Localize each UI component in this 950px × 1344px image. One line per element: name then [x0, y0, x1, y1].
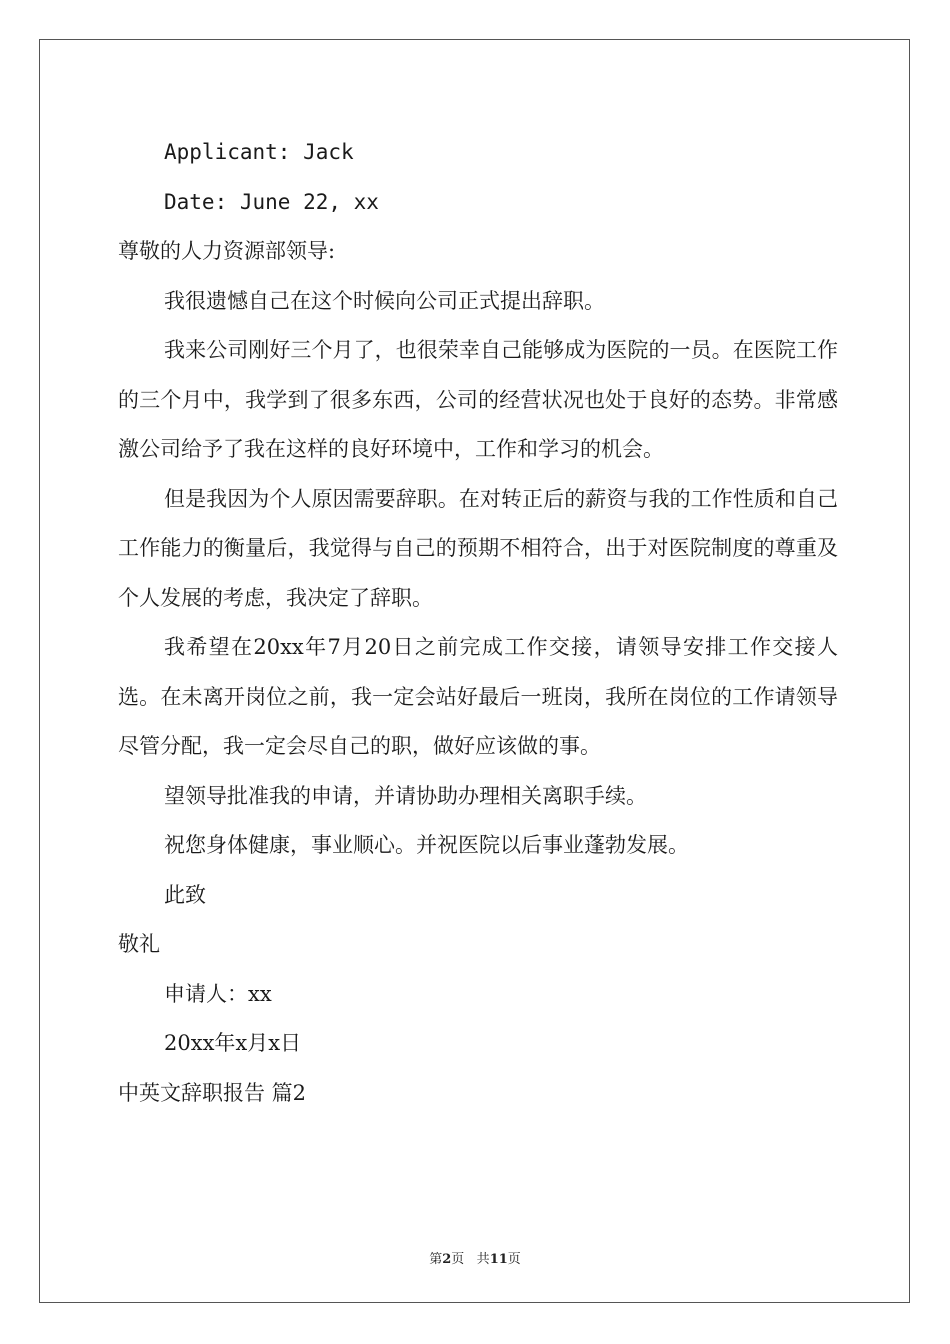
closing-line-1: 此致: [164, 882, 206, 907]
paragraph-2: 我来公司刚好三个月了，也很荣幸自己能够成为医院的一员。在医院工作的三个月中，我学到了很多东西，公司的经营状况也处于良好的态势。非常感激公司给予了我在这样的良好环境中，工作和学习的机会。: [118, 338, 838, 461]
footer-page-word: 页: [451, 1252, 465, 1267]
footer-prefix: 第: [429, 1252, 443, 1267]
paragraph-4: 我希望在20xx年7月20日之前完成工作交接，请领导安排工作交接人选。在未离开岗位之前，我一定会站好最后一班岗，我所在岗位的工作请领导尽管分配，我一定会尽自己的职，做好应该做的事。: [118, 635, 838, 758]
page-footer: [0, 1248, 950, 1267]
section-heading: 中英文辞职报告 篇2: [118, 1080, 307, 1105]
paragraph-6: 祝您身体健康，事业顺心。并祝医院以后事业蓬勃发展。: [164, 833, 689, 857]
salutation: 尊敬的人力资源部领导:: [118, 239, 336, 263]
closing-line-2: 敬礼: [118, 932, 160, 956]
footer-total-word: 页: [507, 1252, 521, 1267]
document-body: [118, 128, 838, 1118]
date-line: Date: June 22, xx: [164, 189, 379, 214]
footer-total-prefix: 共: [476, 1252, 490, 1267]
applicant-line: Applicant: Jack: [164, 140, 354, 164]
footer-page-number: 2: [442, 1252, 452, 1267]
paragraph-1: 我很遗憾自己在这个时候向公司正式提出辞职。: [164, 288, 605, 313]
signature-line: 申请人：xx: [164, 981, 272, 1006]
sign-date-line: 20xx年x月x日: [164, 1031, 302, 1055]
paragraph-5: 望领导批准我的申请，并请协助办理相关离职手续。: [164, 783, 647, 808]
paragraph-3: 但是我因为个人原因需要辞职。在对转正后的薪资与我的工作性质和自己工作能力的衡量后，我觉得与自己的预期不相符合，出于对医院制度的尊重及个人发展的考虑，我决定了辞职。: [118, 486, 838, 610]
footer-total-pages: 11: [489, 1252, 508, 1267]
